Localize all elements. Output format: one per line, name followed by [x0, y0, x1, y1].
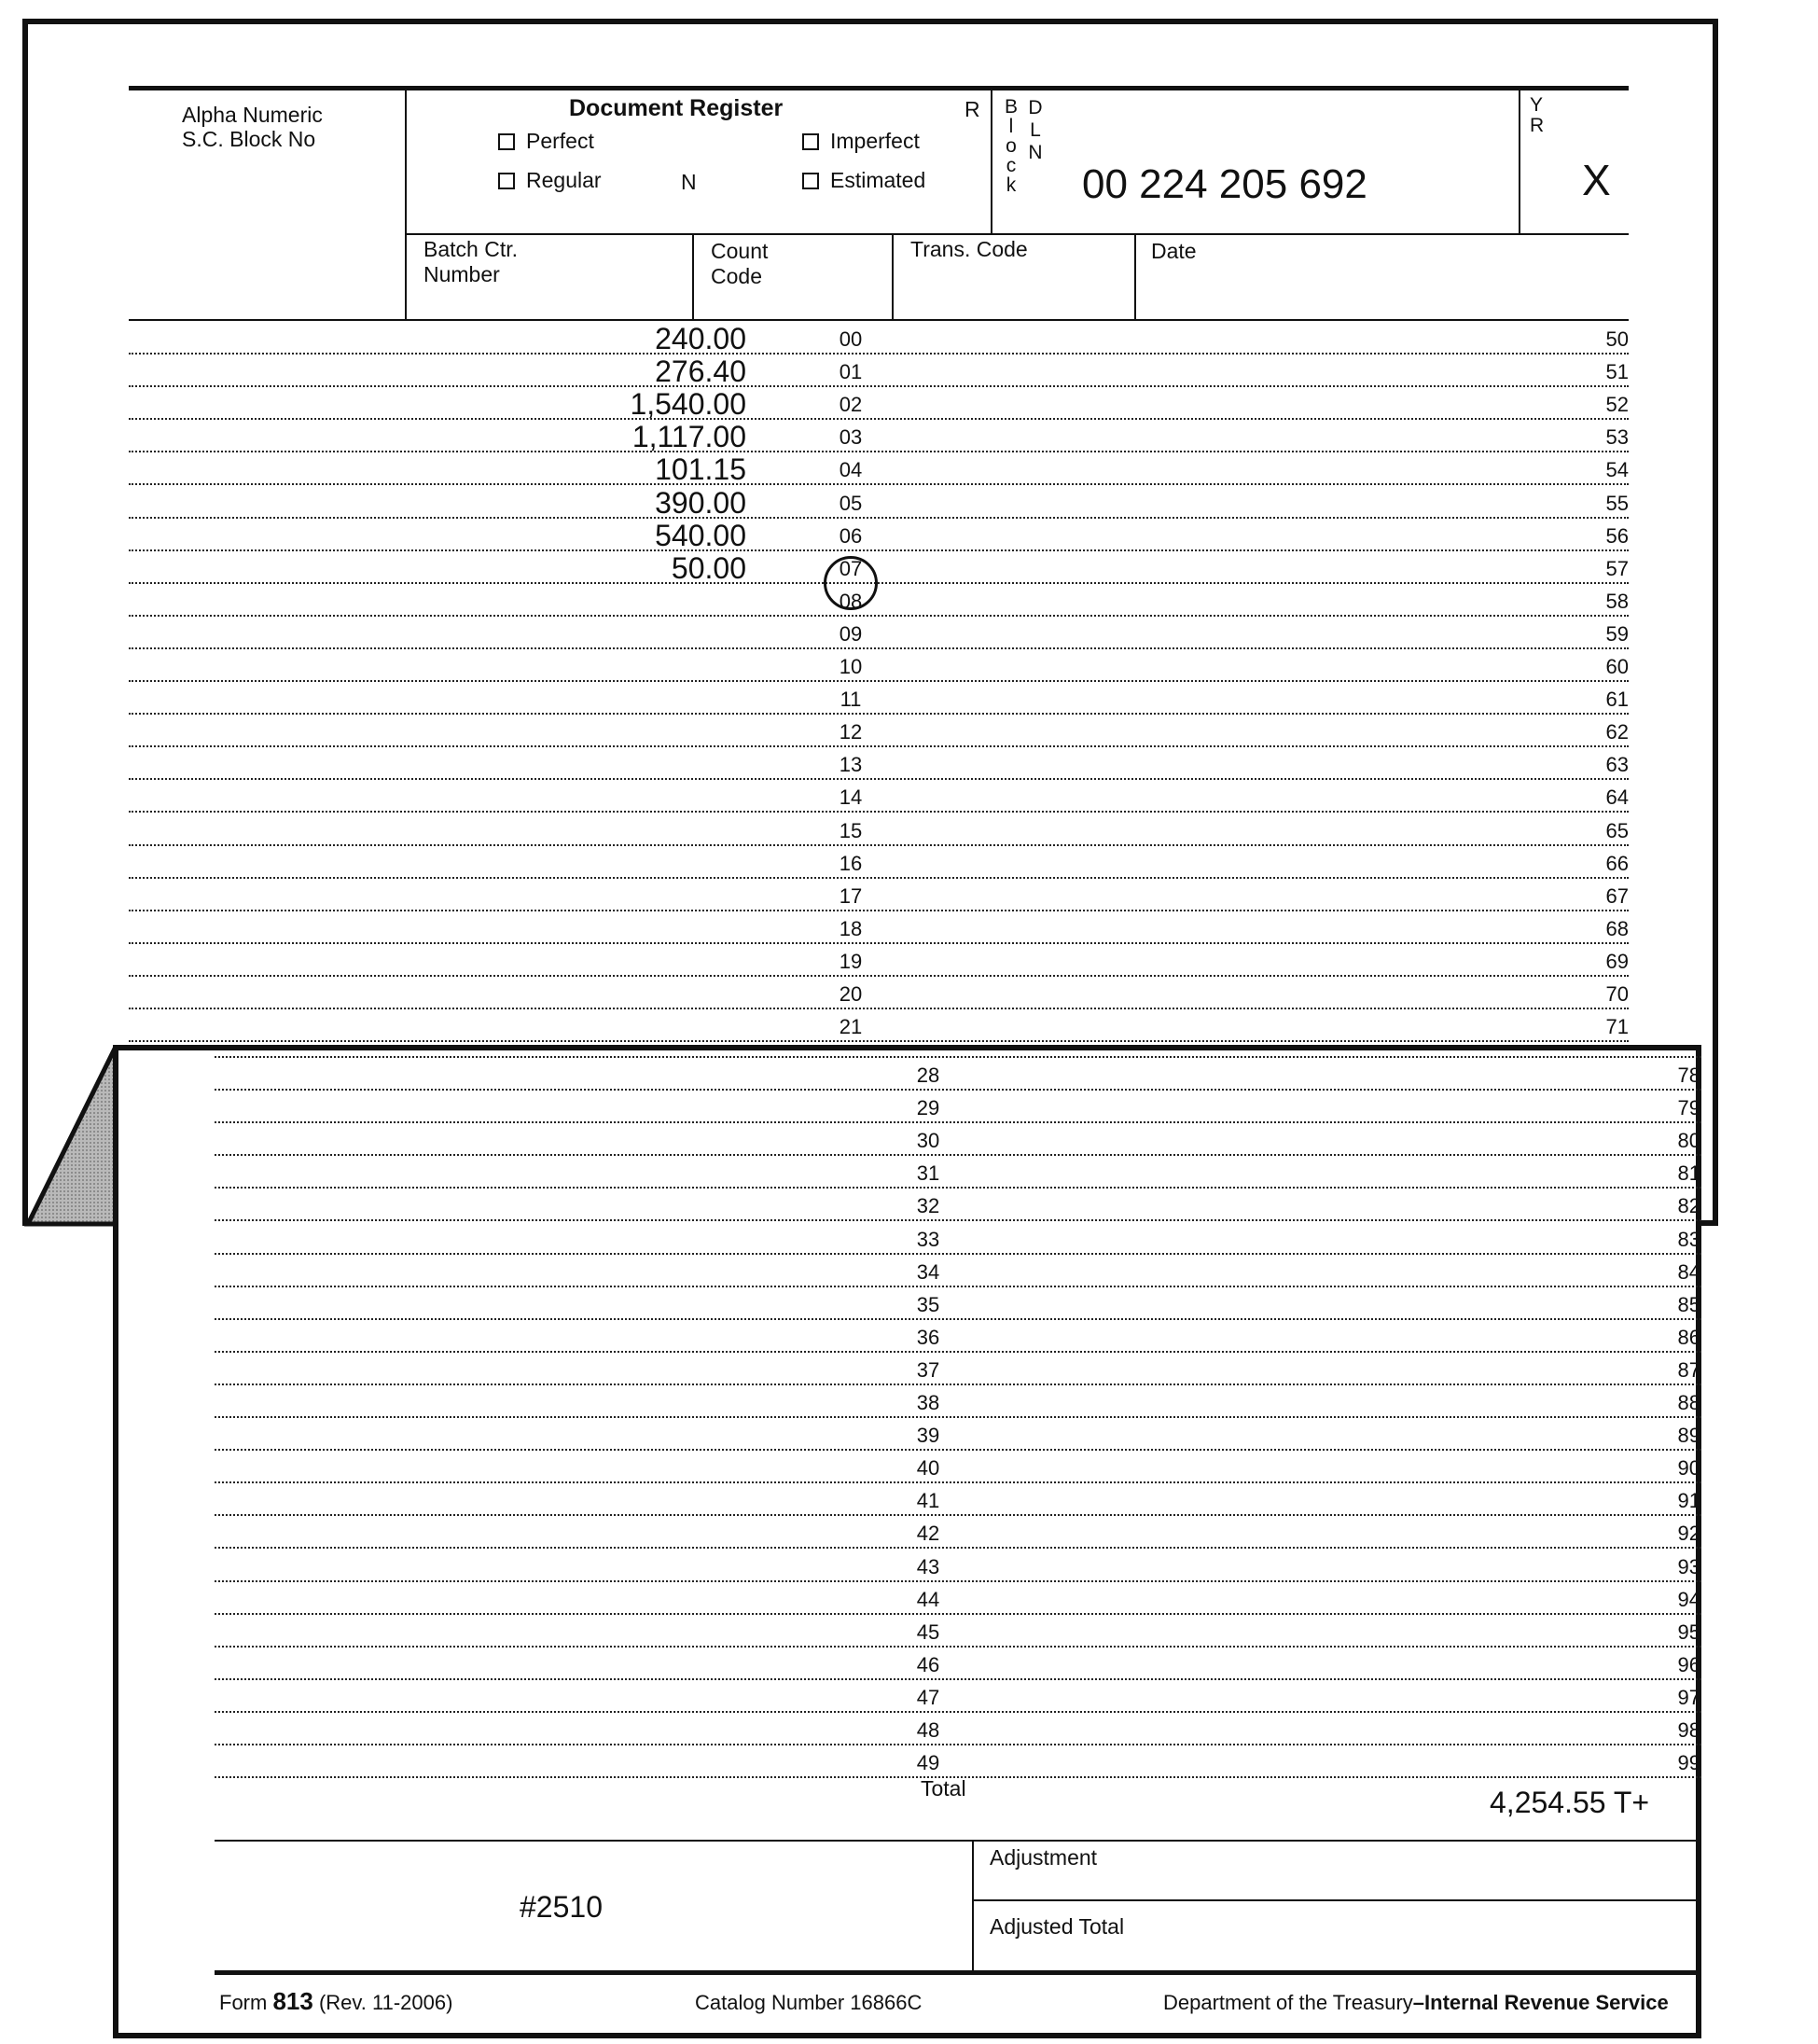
count-code: 31 [916, 1161, 940, 1186]
r-mark: R [965, 97, 980, 121]
count-code: 41 [916, 1489, 940, 1513]
row-line [215, 1219, 1701, 1221]
adjustment-label: Adjustment [990, 1845, 1098, 1870]
count-code-right: 50 [1605, 327, 1629, 351]
count-code-right: 99 [1677, 1751, 1700, 1775]
count-code-right: 85 [1677, 1292, 1700, 1316]
count-code-right: 64 [1605, 786, 1629, 810]
form-number-label: Form 813 (Rev. 11-2006) [219, 1987, 453, 2015]
count-code: 10 [839, 655, 863, 678]
count-code: 46 [916, 1652, 940, 1676]
count-code-right: 54 [1605, 458, 1629, 482]
count-code: 37 [916, 1357, 940, 1382]
count-code-label: Count Code [711, 239, 769, 288]
row-line [215, 1514, 1701, 1516]
count-code: 43 [916, 1554, 940, 1578]
batch-amount: 1,117.00 [631, 420, 746, 454]
row-line [215, 1089, 1701, 1091]
count-code-right: 62 [1605, 720, 1629, 744]
yr-vertical-label: Y R [1530, 94, 1545, 136]
count-code-right: 92 [1677, 1522, 1700, 1546]
agency-line: Department of the Treasury–Internal Revenue Service [1163, 1991, 1669, 2014]
count-code: 01 [839, 360, 863, 384]
document-register-bottom-sheet [113, 1045, 1701, 2038]
row-line [215, 1121, 1701, 1123]
count-code: 16 [839, 851, 863, 875]
adjustment-rule [972, 1899, 1701, 1901]
batch-amount: 390.00 [655, 485, 746, 520]
count-code: 12 [839, 720, 863, 744]
count-code-right: 78 [1677, 1064, 1700, 1087]
row-line [215, 1253, 1701, 1255]
count-code-right: 80 [1677, 1129, 1700, 1153]
count-code: 35 [916, 1292, 940, 1316]
perfect-label: Perfect [526, 129, 594, 153]
count-code-right: 87 [1677, 1357, 1700, 1382]
count-code: 02 [839, 393, 863, 417]
adjusted-total-label: Adjusted Total [990, 1914, 1125, 1939]
count-code: 44 [916, 1587, 940, 1611]
count-code-right: 58 [1605, 589, 1629, 613]
count-code-right: 69 [1605, 949, 1629, 973]
count-code-right: 66 [1605, 851, 1629, 875]
count-code-right: 56 [1605, 523, 1629, 548]
count-code: 08 [839, 589, 863, 613]
count-code-right: 90 [1677, 1456, 1700, 1481]
total-value: 4,254.55 T+ [1490, 1786, 1650, 1819]
count-code-right: 86 [1677, 1325, 1700, 1349]
alpha-numeric-label: Alpha Numeric [182, 103, 323, 127]
count-code-right: 93 [1677, 1554, 1700, 1578]
count-code-right: 51 [1605, 360, 1629, 384]
row-line [215, 1744, 1701, 1745]
count-code: 38 [916, 1391, 940, 1414]
count-code-right: 68 [1605, 916, 1629, 940]
sc-block-label: S.C. Block No [182, 127, 316, 151]
count-code: 03 [839, 425, 863, 450]
batch-amount: 240.00 [655, 322, 746, 355]
dln-number: 00 224 205 692 [1082, 161, 1367, 207]
count-code: 19 [839, 949, 863, 973]
count-code-right: 96 [1677, 1652, 1700, 1676]
count-code-right: 55 [1605, 491, 1629, 515]
row-line [215, 1449, 1701, 1451]
imperfect-label: Imperfect [830, 129, 920, 153]
count-code-right: 59 [1605, 621, 1629, 646]
batch-ctr-label: Batch Ctr. Number [423, 237, 518, 286]
count-code-right: 97 [1677, 1685, 1700, 1709]
row-line [215, 1286, 1701, 1287]
totals-rule [215, 1840, 1701, 1842]
count-code-right: 67 [1605, 883, 1629, 908]
count-code: 11 [840, 688, 862, 712]
batch-amount: 540.00 [655, 518, 746, 552]
count-code: 04 [839, 458, 863, 482]
row-line [215, 1384, 1701, 1385]
count-code: 42 [916, 1522, 940, 1546]
count-code: 28 [916, 1064, 940, 1087]
footer-rule [215, 1970, 1701, 1975]
count-code-right: 57 [1605, 556, 1629, 580]
count-code-right: 52 [1605, 393, 1629, 417]
count-code: 34 [916, 1259, 940, 1284]
count-code: 15 [839, 818, 863, 842]
row-line [215, 1678, 1701, 1680]
count-code: 07 [839, 556, 863, 580]
batch-note: #2510 [520, 1890, 603, 1924]
count-code: 33 [916, 1227, 940, 1251]
count-code: 13 [839, 753, 863, 777]
count-code: 21 [839, 1015, 863, 1039]
count-code: 00 [839, 327, 863, 351]
count-code: 05 [839, 491, 863, 515]
row-line [215, 1154, 1701, 1156]
count-code: 47 [916, 1685, 940, 1709]
row-line [215, 1547, 1701, 1549]
yr-value: X [1582, 156, 1611, 204]
count-code-right: 71 [1605, 1015, 1629, 1039]
batch-amount: 50.00 [671, 550, 746, 585]
count-code-right: 70 [1605, 982, 1629, 1006]
row-line [215, 1613, 1701, 1615]
regular-label: Regular [526, 168, 602, 192]
count-code-right: 83 [1677, 1227, 1700, 1251]
trans-code-label: Trans. Code [910, 237, 1028, 261]
count-code-right: 79 [1677, 1096, 1700, 1120]
count-code-right: 84 [1677, 1259, 1700, 1284]
count-code-right: 88 [1677, 1391, 1700, 1414]
count-code-right: 61 [1605, 688, 1629, 712]
count-code: 17 [839, 883, 863, 908]
count-code: 20 [839, 982, 863, 1006]
count-code-right: 98 [1677, 1718, 1700, 1742]
count-code: 09 [839, 621, 863, 646]
count-code-right: 94 [1677, 1587, 1700, 1611]
count-code: 36 [916, 1325, 940, 1349]
date-label: Date [1151, 239, 1197, 263]
row-line [215, 1580, 1701, 1582]
count-code-right: 91 [1677, 1489, 1700, 1513]
count-code: 06 [839, 523, 863, 548]
row-line [215, 1318, 1701, 1320]
count-code: 30 [916, 1129, 940, 1153]
count-code: 18 [839, 916, 863, 940]
count-code: 48 [916, 1718, 940, 1742]
estimated-label: Estimated [830, 168, 926, 192]
totals-divider [972, 1840, 974, 1972]
row-line [215, 1187, 1701, 1189]
row-line [215, 1351, 1701, 1353]
count-code: 32 [916, 1194, 940, 1218]
count-code-right: 81 [1677, 1161, 1700, 1186]
total-label: Total [921, 1776, 966, 1801]
document-register-title: Document Register [569, 95, 784, 121]
n-mark: N [681, 170, 697, 194]
count-code-right: 65 [1605, 818, 1629, 842]
batch-amount: 276.40 [655, 355, 746, 389]
count-code: 39 [916, 1424, 940, 1448]
row-line [215, 1481, 1701, 1483]
dln-vertical-label: D L N [1028, 97, 1043, 163]
batch-amount: 101.15 [655, 452, 746, 487]
row-line [215, 1056, 1701, 1058]
row-line [215, 1711, 1701, 1713]
count-code: 40 [916, 1456, 940, 1481]
count-code-right: 60 [1605, 655, 1629, 678]
row-line [215, 1646, 1701, 1648]
count-code: 49 [916, 1751, 940, 1775]
count-code-right: 82 [1677, 1194, 1700, 1218]
count-code-right: 95 [1677, 1620, 1700, 1644]
count-code: 14 [839, 786, 863, 810]
count-code-right: 63 [1605, 753, 1629, 777]
count-code: 29 [916, 1096, 940, 1120]
block-vertical-label: B l o c k [1004, 96, 1018, 196]
catalog-number: Catalog Number 16866C [695, 1991, 923, 2014]
batch-amount: 1,540.00 [630, 387, 746, 422]
count-code: 45 [916, 1620, 940, 1644]
row-line [215, 1416, 1701, 1418]
count-code-right: 53 [1605, 425, 1629, 450]
count-code-right: 89 [1677, 1424, 1700, 1448]
